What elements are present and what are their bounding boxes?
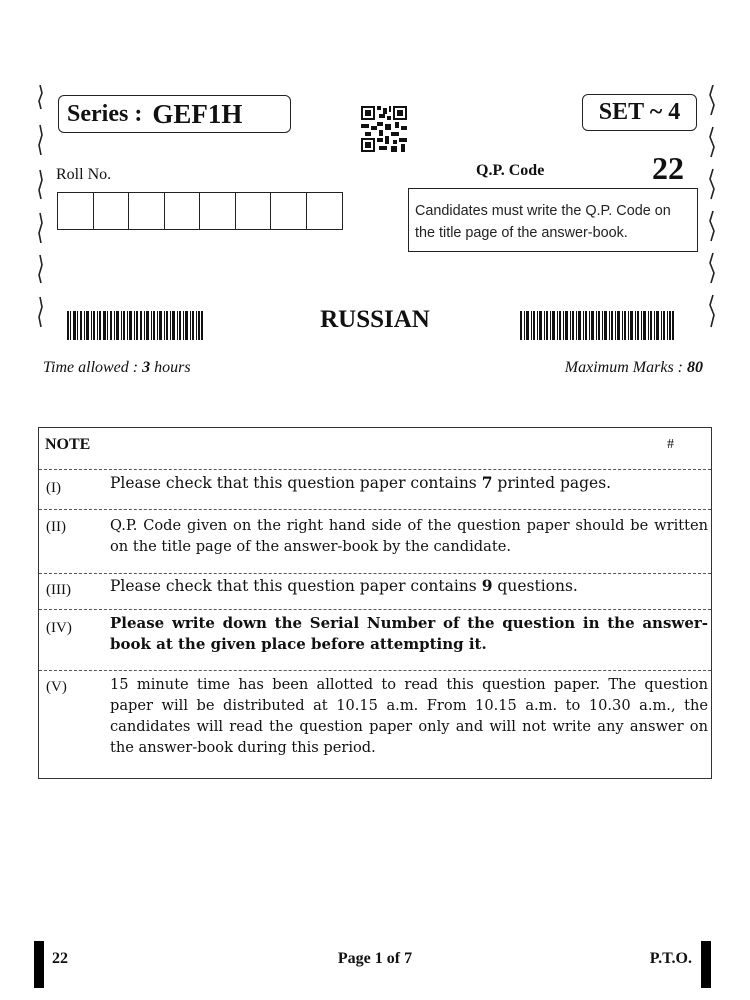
roll-no-cell[interactable] [236, 193, 272, 229]
note-text: Q.P. Code given on the right hand side of the question paper should be written on the title page of the answer-book by the candidate. [110, 517, 708, 555]
footer-qp-code: 22 [52, 950, 68, 967]
barcode-left-icon [67, 311, 203, 340]
roll-no-cell[interactable] [129, 193, 165, 229]
note-number: (III) [46, 582, 71, 598]
maximum-marks [450, 359, 703, 377]
note-text: 15 minute time has been allotted to read this question paper. The question paper will be distributed at 10.15 a.m. From 10.15 a.m. to 10.30 a.m., the candidates will read the question paper only and will not write any answer on the answer-book during this period. [110, 676, 708, 756]
note-text-bold: 7 [481, 473, 493, 492]
roll-no-label: Roll No. [56, 166, 112, 183]
time-allowed [43, 359, 191, 377]
time-allowed-unit: hours [150, 359, 191, 376]
series-label: Series : [67, 100, 143, 127]
note-text-part: printed pages. [492, 474, 612, 492]
note-item [39, 609, 711, 670]
series-value: GEF1H [152, 98, 243, 129]
note-text-bold: 9 [481, 576, 493, 595]
note-text-part: Please check that this question paper contains [110, 474, 482, 492]
note-item [39, 509, 711, 573]
barcode-right-icon [520, 311, 674, 340]
note-item [39, 573, 711, 609]
time-allowed-value: 3 [142, 359, 151, 376]
notes-title: NOTE [45, 436, 91, 453]
roll-no-cell[interactable] [271, 193, 307, 229]
note-text [110, 575, 708, 597]
roll-no-cell[interactable] [200, 193, 236, 229]
notes-header [39, 428, 711, 469]
roll-no-cell[interactable] [307, 193, 343, 229]
note-number: (II) [46, 519, 66, 535]
note-number: (V) [46, 679, 67, 695]
note-item [39, 670, 711, 779]
maximum-marks-label: Maximum Marks : [564, 359, 687, 376]
note-text: Please write down the Serial Number of the question in the answer-book at the given place before attempting it. [110, 614, 708, 653]
footer-right-bar [701, 941, 711, 988]
note-item [39, 469, 711, 509]
left-margin-marks [36, 85, 44, 330]
note-number: (IV) [46, 620, 72, 636]
notes-box [38, 427, 712, 779]
note-text-part: questions. [492, 577, 578, 595]
set-box: SET ~ 4 [582, 94, 697, 131]
footer-left-bar [34, 941, 44, 988]
footer-page-number: Page 1 of 7 [337, 950, 413, 967]
qp-code-value: 22 [652, 150, 684, 186]
roll-no-cell[interactable] [165, 193, 201, 229]
note-text-part: Please check that this question paper contains [110, 577, 482, 595]
note-number: (I) [46, 480, 61, 496]
roll-no-cell[interactable] [58, 193, 94, 229]
notes-hash: # [667, 437, 674, 452]
qr-code-icon [361, 106, 407, 152]
note-text [110, 472, 708, 494]
qp-code-instruction: Candidates must write the Q.P. Code on the title page of the answer-book. [408, 188, 698, 252]
roll-no-boxes[interactable] [57, 192, 343, 230]
maximum-marks-value: 80 [687, 359, 703, 376]
roll-no-cell[interactable] [94, 193, 130, 229]
subject-title: RUSSIAN [320, 306, 430, 333]
time-allowed-label: Time allowed : [43, 359, 143, 376]
right-margin-marks [708, 85, 716, 330]
series-box [58, 95, 291, 133]
footer-pto: P.T.O. [649, 950, 692, 967]
qp-code-label: Q.P. Code [476, 162, 545, 179]
